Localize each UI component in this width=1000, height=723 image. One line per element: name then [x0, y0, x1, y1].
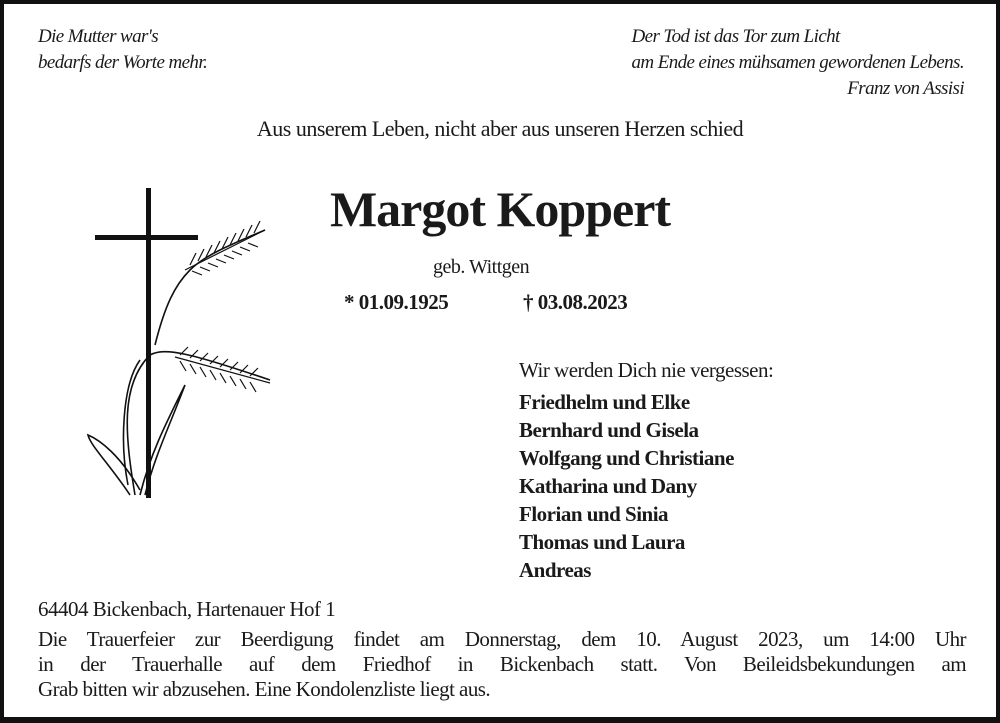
- family-member: Andreas: [519, 558, 591, 582]
- funeral-line: Die Trauerfeier zur Beerdigung findet am Donnerstag, dem 10. August 2023, um 14:00 Uhr: [38, 627, 966, 651]
- death-date: † 03.08.2023: [523, 290, 628, 314]
- intro-line: Aus unserem Leben, nicht aber aus unseren Herzen schied: [256, 116, 744, 141]
- address: 64404 Bickenbach, Hartenauer Hof 1: [38, 597, 336, 621]
- quote-right-line2: am Ende eines mühsamen gewordenen Lebens.: [631, 52, 964, 73]
- family-member: Katharina und Dany: [519, 474, 697, 498]
- funeral-line: Grab bitten wir abzusehen. Eine Kondolenzliste liegt aus.: [38, 677, 491, 701]
- deceased-name: Margot Koppert: [329, 181, 671, 237]
- family-member: Friedhelm und Elke: [519, 390, 690, 414]
- quote-author: Franz von Assisi: [847, 78, 964, 99]
- family-member: Wolfgang und Christiane: [519, 446, 734, 470]
- quote-right-line1: Der Tod ist das Tor zum Licht: [631, 26, 840, 47]
- maiden-name: geb. Wittgen: [433, 256, 530, 278]
- cross-wheat-illustration: [80, 185, 280, 500]
- family-intro: Wir werden Dich nie vergessen:: [519, 358, 774, 382]
- quote-right: [632, 24, 964, 102]
- quote-left-line1: Die Mutter war's: [38, 26, 159, 47]
- birth-date: * 01.09.1925: [344, 290, 449, 314]
- funeral-line: in der Trauerhalle auf dem Friedhof in Bickenbach statt. Von Beileidsbekundungen am: [38, 652, 966, 676]
- quote-left: [38, 24, 207, 76]
- quote-left-line2: bedarfs der Worte mehr.: [38, 52, 208, 73]
- family-member: Thomas und Laura: [519, 530, 685, 554]
- family-member: Bernhard und Gisela: [519, 418, 699, 442]
- family-list: [519, 388, 734, 584]
- family-member: Florian und Sinia: [519, 502, 669, 526]
- funeral-info: [38, 627, 966, 702]
